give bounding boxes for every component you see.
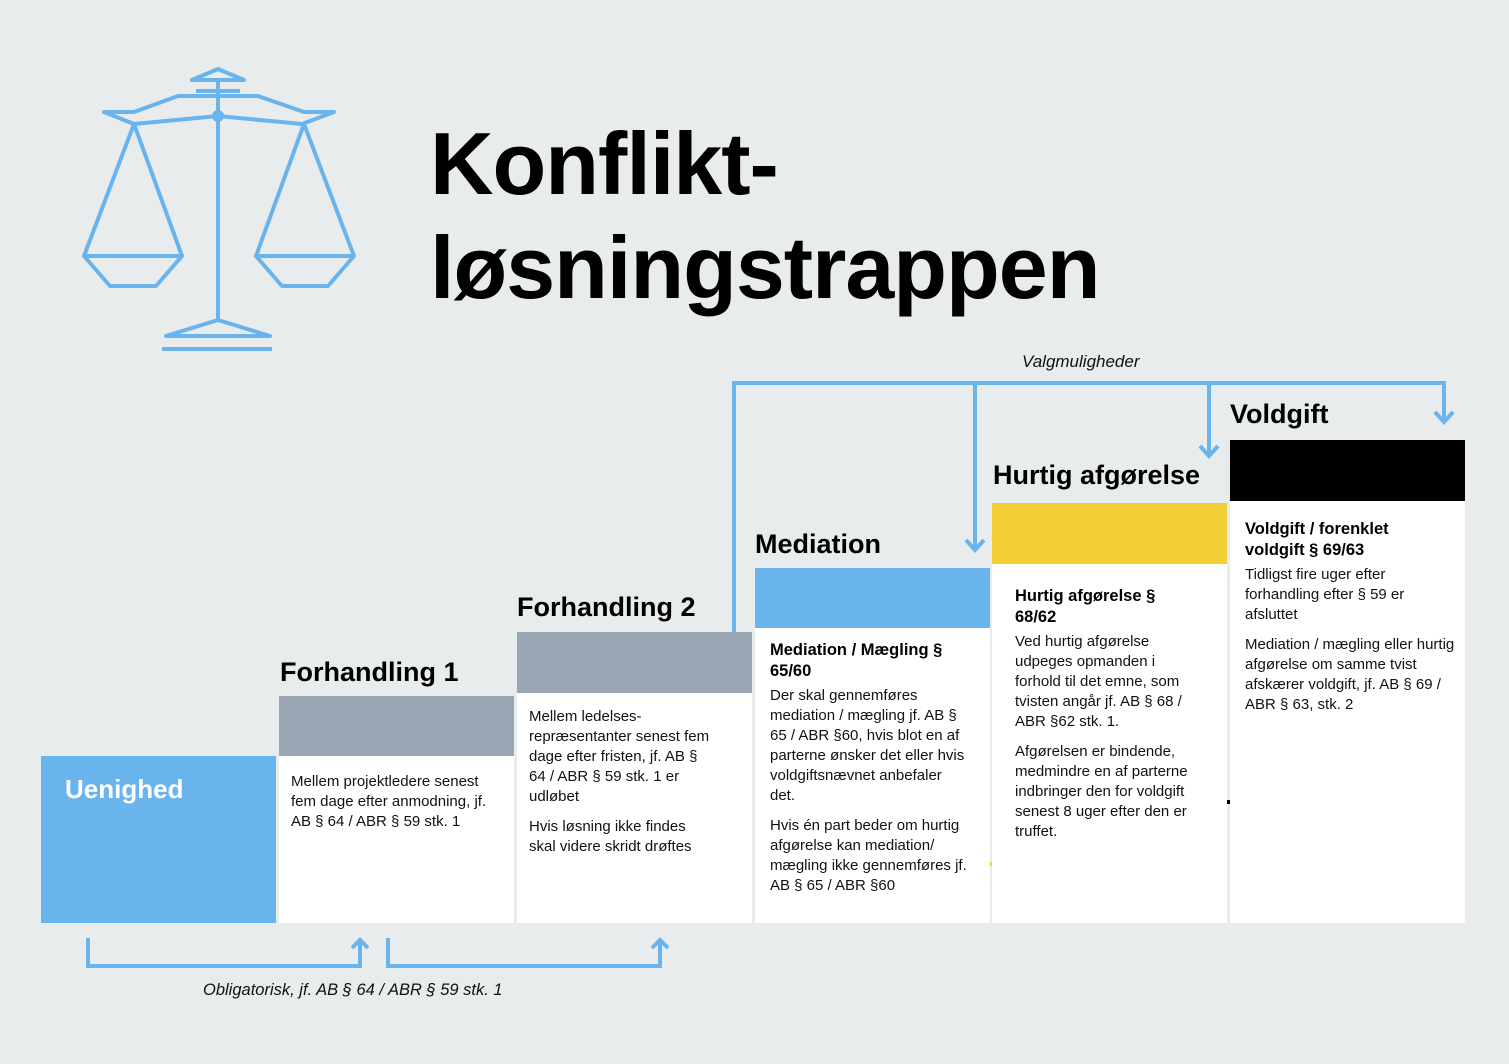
voldgift-panel [1230,501,1465,923]
hurtig-title: Hurtig afgørelse § 68/62 [1015,587,1156,626]
voldgift-text-1: Tidligst fire uger efter forhandling efter § 59 er afsluttet [1245,566,1405,623]
mediation-panel [755,628,990,923]
voldgift-title: Voldgift / forenklet voldgift § 69/63 [1245,520,1389,559]
forhandling2-bar [517,632,752,693]
mediation-title: Mediation / Mægling § 65/60 [770,641,943,680]
forhandling2-text-1: Mellem ledelses-repræsentanter senest fem dage efter fristen, jf. AB § 64 / ABR § 59 stk. 1 er udløbet [529,708,710,805]
forhandling1-text: Mellem projektledere senest fem dage efter anmodning, jf. AB § 64 / ABR § 59 stk. 1 [291,773,487,830]
mandatory-arrows [88,938,668,966]
hurtig-heading: Hurtig afgørelse [993,460,1201,490]
options-caption: Valgmuligheder [1022,352,1140,371]
forhandling1-heading: Forhandling 1 [280,657,459,687]
forhandling1-panel [279,756,514,923]
mediation-text-2: Hvis én part beder om hurtig afgørelse kan mediation/ mægling ikke gennemføres jf. AB § 65 / ABR §60 [770,817,967,894]
hurtig-text-1: Ved hurtig afgørelse udpeges opmanden i forhold til det emne, som tvisten angår jf. AB § 68 / ABR §62 stk. 1. [1015,633,1182,730]
page-title [430,112,1100,320]
voldgift-bar [1230,440,1465,501]
uenighed-block [41,756,276,923]
hurtig-text-2: Afgørelsen er bindende, medmindre en af parterne indbringer den for voldgift senest 8 uger efter den er truffet. [1015,743,1188,840]
mandatory-caption: Obligatorisk, jf. AB § 64 / ABR § 59 stk. 1 [203,981,503,999]
hurtig-panel [992,564,1227,923]
title-line-2: løsningstrappen [430,218,1100,317]
hurtig-bar [992,503,1227,564]
title-line-1: Konflikt- [430,114,778,213]
mediation-bar [755,568,990,628]
forhandling2-panel [517,693,752,923]
mediation-heading: Mediation [755,529,881,559]
forhandling2-heading: Forhandling 2 [517,592,696,622]
voldgift-heading: Voldgift [1230,399,1329,429]
voldgift-text-2: Mediation / mægling eller hurtig afgørelse om samme tvist afskærer voldgift, jf. AB § 69 / ABR § 63, stk. 2 [1245,636,1455,713]
uenighed-label: Uenighed [65,774,184,804]
forhandling2-text-2: Hvis løsning ikke findes skal videre skridt drøftes [529,818,692,855]
forhandling1-bar [279,696,514,756]
balance-scale-icon [84,69,354,349]
mediation-text-1: Der skal gennemføres mediation / mægling jf. AB § 65 / ABR §60, hvis blot en af parterne ønsker det eller hvis voldgiftsnævnet anbefaler det. [770,687,965,804]
